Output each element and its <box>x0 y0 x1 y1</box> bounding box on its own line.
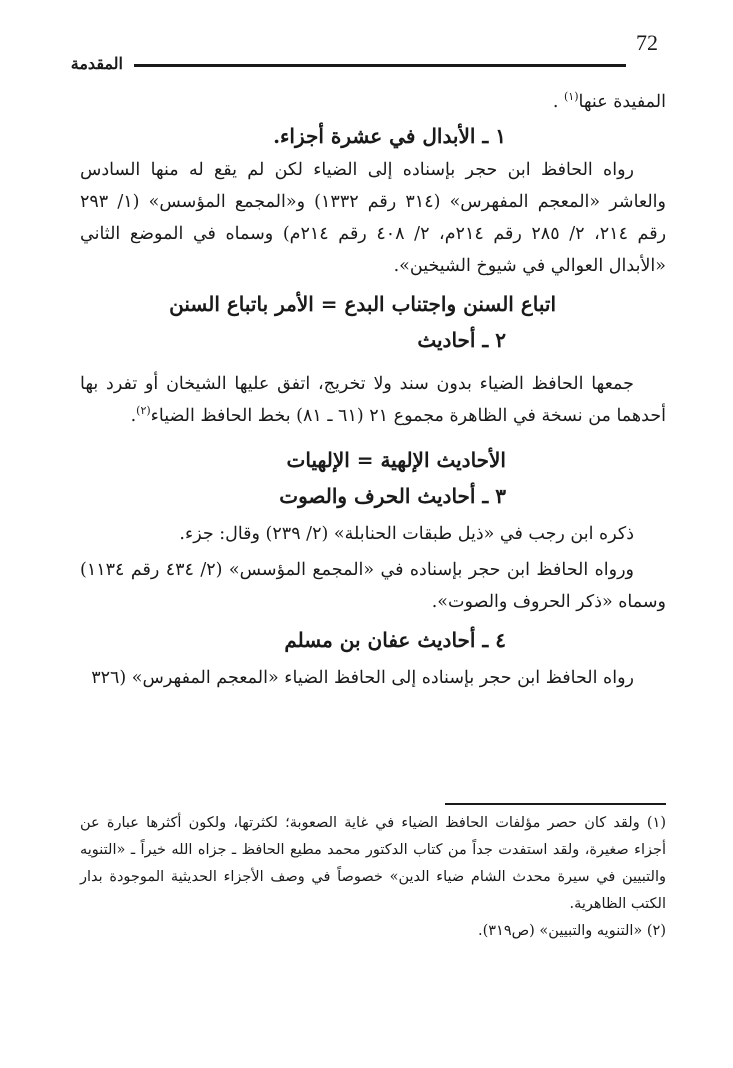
footnote-1: (١) ولقد كان حصر مؤلفات الحافظ الضياء في غاية الصعوبة؛ لكثرتها، ولكون أكثرها عبارة عن أجزاء صغيرة، ولقد استفدت جداً من كتاب الدكتور محمد مطيع الحافظ ـ جزاه الله خيراً ـ «التنويه والتبيين في سيرة محدث الشام ضياء الدين» خصوصاً في وصف الأجزاء الحديثية الموجودة بدار الكتب الظاهرية. <box>80 815 666 912</box>
item-2-end: . <box>130 406 137 426</box>
item-4-heading: ٤ ـ أحاديث عفان بن مسلم <box>284 628 506 652</box>
header-rule <box>134 64 626 67</box>
item-2-heading: ٢ ـ أحاديث <box>417 328 506 352</box>
main-text <box>80 86 666 694</box>
item-3-heading: ٣ ـ أحاديث الحرف والصوت <box>279 484 506 508</box>
cross-reference-heading-2: الأحاديث الإلهية = الإلهيات <box>286 448 506 472</box>
item-4-text: رواه الحافظ ابن حجر بإسناده إلى الحافظ الضياء «المعجم المفهرس» (٣٢٦ <box>91 668 634 688</box>
footnotes <box>80 810 666 945</box>
item-3-text-2: ورواه الحافظ ابن حجر بإسناده في «المجمع المؤسس» (٢/ ٤٣٤ رقم ١١٣٤) وسماه «ذكر الحروف والصوت». <box>80 560 666 612</box>
footnote-ref-2: (٢) <box>136 404 151 418</box>
footnote-separator <box>445 803 666 805</box>
item-2-body: جمعها الحافظ الضياء بدون سند ولا تخريج، اتفق عليها الشيخان أو تفرد بها أحدهما من نسخة في الظاهرة مجموع ٢١ (٦١ ـ ٨١) بخط الحافظ الضياء <box>80 374 666 426</box>
item-1-heading: ١ ـ الأبدال في عشرة أجزاء. <box>273 124 506 148</box>
footnote-ref-1: (١) <box>564 90 579 104</box>
footnote-2: (٢) «التنويه والتبيين» (ص٣١٩). <box>477 923 666 939</box>
intro-text: المفيدة عنها <box>578 92 666 112</box>
page-number: 72 <box>636 30 658 55</box>
item-1-text: رواه الحافظ ابن حجر بإسناده إلى الضياء لكن لم يقع له منها السادس والعاشر «المعجم المفهرس» (٣١٤ رقم ١٣٣٢) و«المجمع المؤسس» (١/ ٢٩٣ رقم ٢١٤، ٢/ ٢٨٥ رقم ٢١٤م، ٢/ ٤٠٨ رقم ٢١٤م) وسماه في الموضع الثاني «الأبدال العوالي في شيوخ الشيخين». <box>80 160 667 276</box>
item-2-text <box>80 368 666 432</box>
item-3-text-1: ذكره ابن رجب في «ذيل طبقات الحنابلة» (٢/ ٢٣٩) وقال: جزء. <box>179 524 634 544</box>
cross-reference-heading-1: اتباع السنن واجتناب البدع = الأمر باتباع السنن <box>169 292 556 316</box>
intro-end: . <box>552 92 564 112</box>
running-section-title: المقدمة <box>70 54 123 73</box>
intro-line <box>80 86 666 118</box>
